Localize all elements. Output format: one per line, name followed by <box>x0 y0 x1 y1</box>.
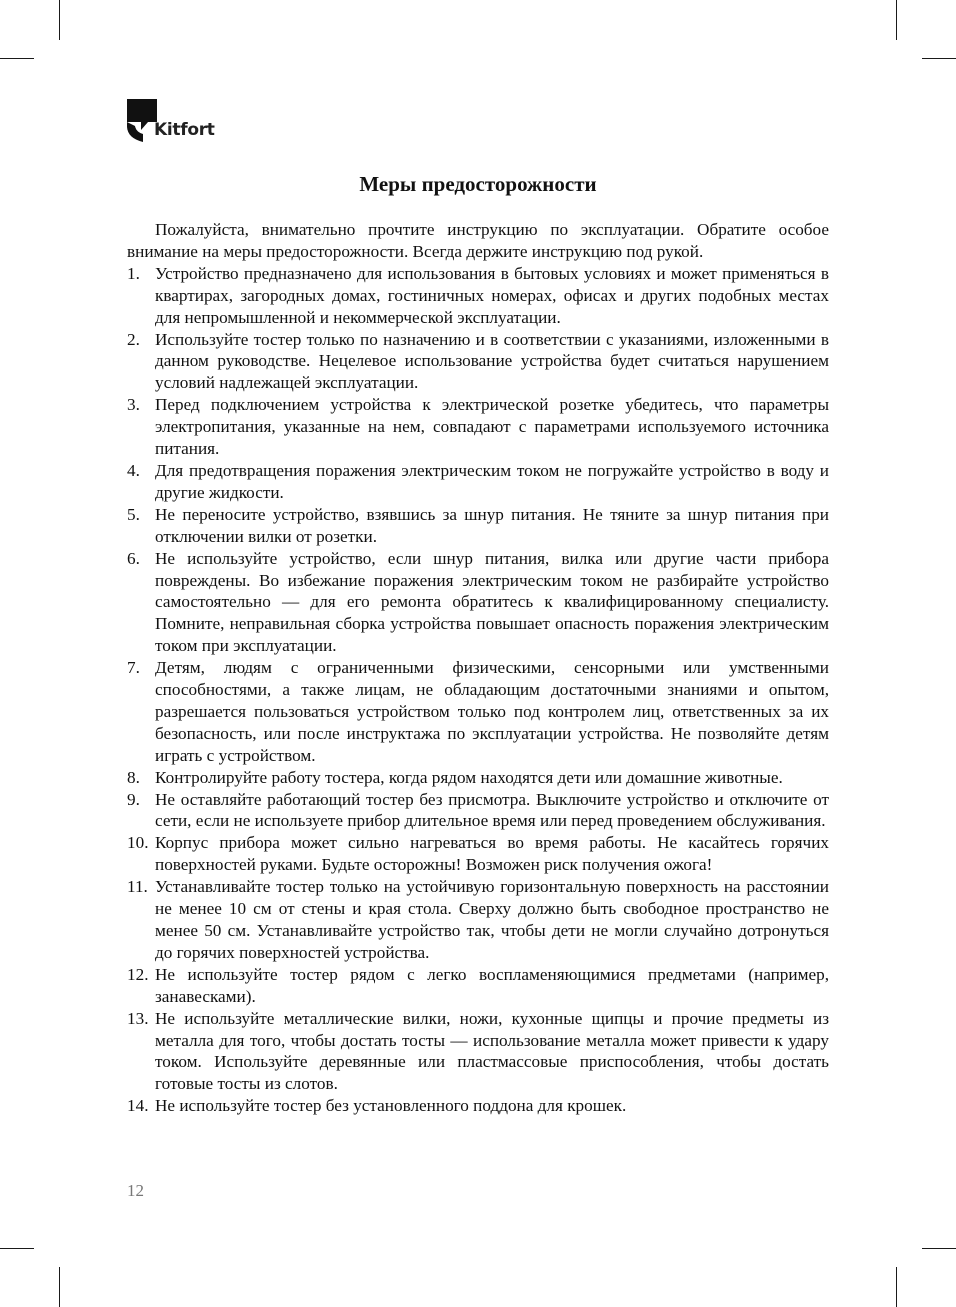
list-item-number: 4. <box>127 460 140 480</box>
crop-mark <box>896 0 897 40</box>
list-item <box>127 767 829 789</box>
list-item <box>127 832 829 876</box>
list-item-text: Не используйте тостер без установленного поддона для крошек. <box>155 1096 627 1116</box>
crop-mark <box>0 58 34 59</box>
list-item-text: Не используйте металлические вилки, ножи, кухонные щипцы и прочие предметы из металла для того, чтобы достать тосты — использование металла может привести к удару током. Используйте деревянные или пластмассовые приспособления, чтобы достать готовые тосты из слотов. <box>155 1008 829 1094</box>
list-item-text: Устройство предназначено для использования в бытовых условиях и может применяться в квартирах, загородных домах, гостиничных номерах, офисах и других подобных местах для непромышленной и некоммерческой эксплуатации. <box>155 263 829 327</box>
list-item-text: Корпус прибора может сильно нагреваться во время работы. Не касайтесь горячих поверхностей руками. Будьте осторожны! Возможен риск получения ожога! <box>155 833 829 875</box>
list-item-text: Контролируйте работу тостера, когда рядом находятся дети или домашние животные. <box>155 767 783 787</box>
list-item-number: 9. <box>127 789 140 809</box>
list-item <box>127 460 829 504</box>
list-item <box>127 657 829 767</box>
list-item-number: 14. <box>127 1096 149 1116</box>
list-item <box>127 394 829 460</box>
list-item-number: 2. <box>127 329 140 349</box>
safety-list <box>127 263 829 1117</box>
crop-mark <box>922 58 956 59</box>
list-item-number: 7. <box>127 658 140 678</box>
list-item <box>127 876 829 964</box>
crop-mark <box>0 1248 34 1249</box>
crop-mark <box>896 1267 897 1307</box>
list-item-text: Детям, людям с ограниченными физическими, сенсорными или умственными способностями, а также лицам, не обладающим достаточными знаниями и опытом, разрешается пользоваться устройством только под контролем лиц, ответственных за их безопасность, или после инструктажа по эксплуатации устройства. Не позволяйте детям играть с устройством. <box>155 658 829 765</box>
list-item-number: 3. <box>127 395 140 415</box>
kitfort-logo <box>126 98 226 146</box>
list-item <box>127 329 829 395</box>
crop-mark <box>922 1248 956 1249</box>
list-item-number: 10. <box>127 833 149 853</box>
list-item-number: 11. <box>127 877 148 897</box>
list-item-text: Устанавливайте тостер только на устойчивую горизонтальную поверхность на расстоянии не менее 10 см от стены и края стола. Сверху должно быть свободное пространство не менее 50 см. Устанавливайте устройство так, чтобы дети не могли случайно дотронуться до горячих поверхностей устройства. <box>155 877 829 962</box>
list-item-text: Не оставляйте работающий тостер без присмотра. Выключите устройство и отключите от сети, если не используете прибор длительное время или перед проведением обслуживания. <box>155 789 829 831</box>
list-item <box>127 1008 829 1096</box>
list-item-number: 8. <box>127 767 140 787</box>
list-item-number: 1. <box>127 263 140 283</box>
page-title: Меры предосторожности <box>359 172 597 196</box>
crop-mark <box>59 0 60 40</box>
list-item-number: 6. <box>127 548 140 568</box>
list-item <box>127 504 829 548</box>
list-item-number: 5. <box>127 504 140 524</box>
list-item-text: Не используйте тостер рядом с легко воспламеняющимися предметами (например, занавесками). <box>155 964 829 1006</box>
intro-paragraph: Пожалуйста, внимательно прочтите инструкцию по эксплуатации. Обратите особое внимание на меры предосторожности. Всегда держите инструкцию под рукой. <box>127 220 829 261</box>
list-item-text: Не используйте устройство, если шнур питания, вилка или другие части прибора повреждены. Во избежание поражения электрическим током не разбирайте устройство самостоятельно — для его ремонта обратитесь к квалифицированному специалисту. Помните, неправильная сборка устройства повышает опасность поражения электрическим током при эксплуатации. <box>155 548 829 656</box>
crop-mark <box>59 1267 60 1307</box>
list-item-text: Перед подключением устройства к электрической розетке убедитесь, что параметры электропитания, указанные на нем, совпадают с параметрами используемого источника питания. <box>155 395 829 459</box>
instructions-body <box>127 219 829 1117</box>
page-number: 12 <box>127 1181 144 1200</box>
list-item-number: 13. <box>127 1008 149 1028</box>
list-item <box>127 548 829 658</box>
list-item <box>127 263 829 329</box>
list-item <box>127 1095 829 1117</box>
list-item-text: Для предотвращения поражения электрическим током не погружайте устройство в воду и другие жидкости. <box>155 460 829 502</box>
list-item-text: Используйте тостер только по назначению и в соответствии с указаниями, изложенными в данном руководстве. Нецелевое использование устройства будет считаться нарушением условий надлежащей эксплуатации. <box>155 329 829 393</box>
list-item <box>127 964 829 1008</box>
list-item-text: Не переносите устройство, взявшись за шнур питания. Не тяните за шнур питания при отключении вилки от розетки. <box>155 504 829 546</box>
list-item <box>127 789 829 833</box>
list-item-number: 12. <box>127 964 149 984</box>
brand-name: Kitfort <box>154 120 215 140</box>
